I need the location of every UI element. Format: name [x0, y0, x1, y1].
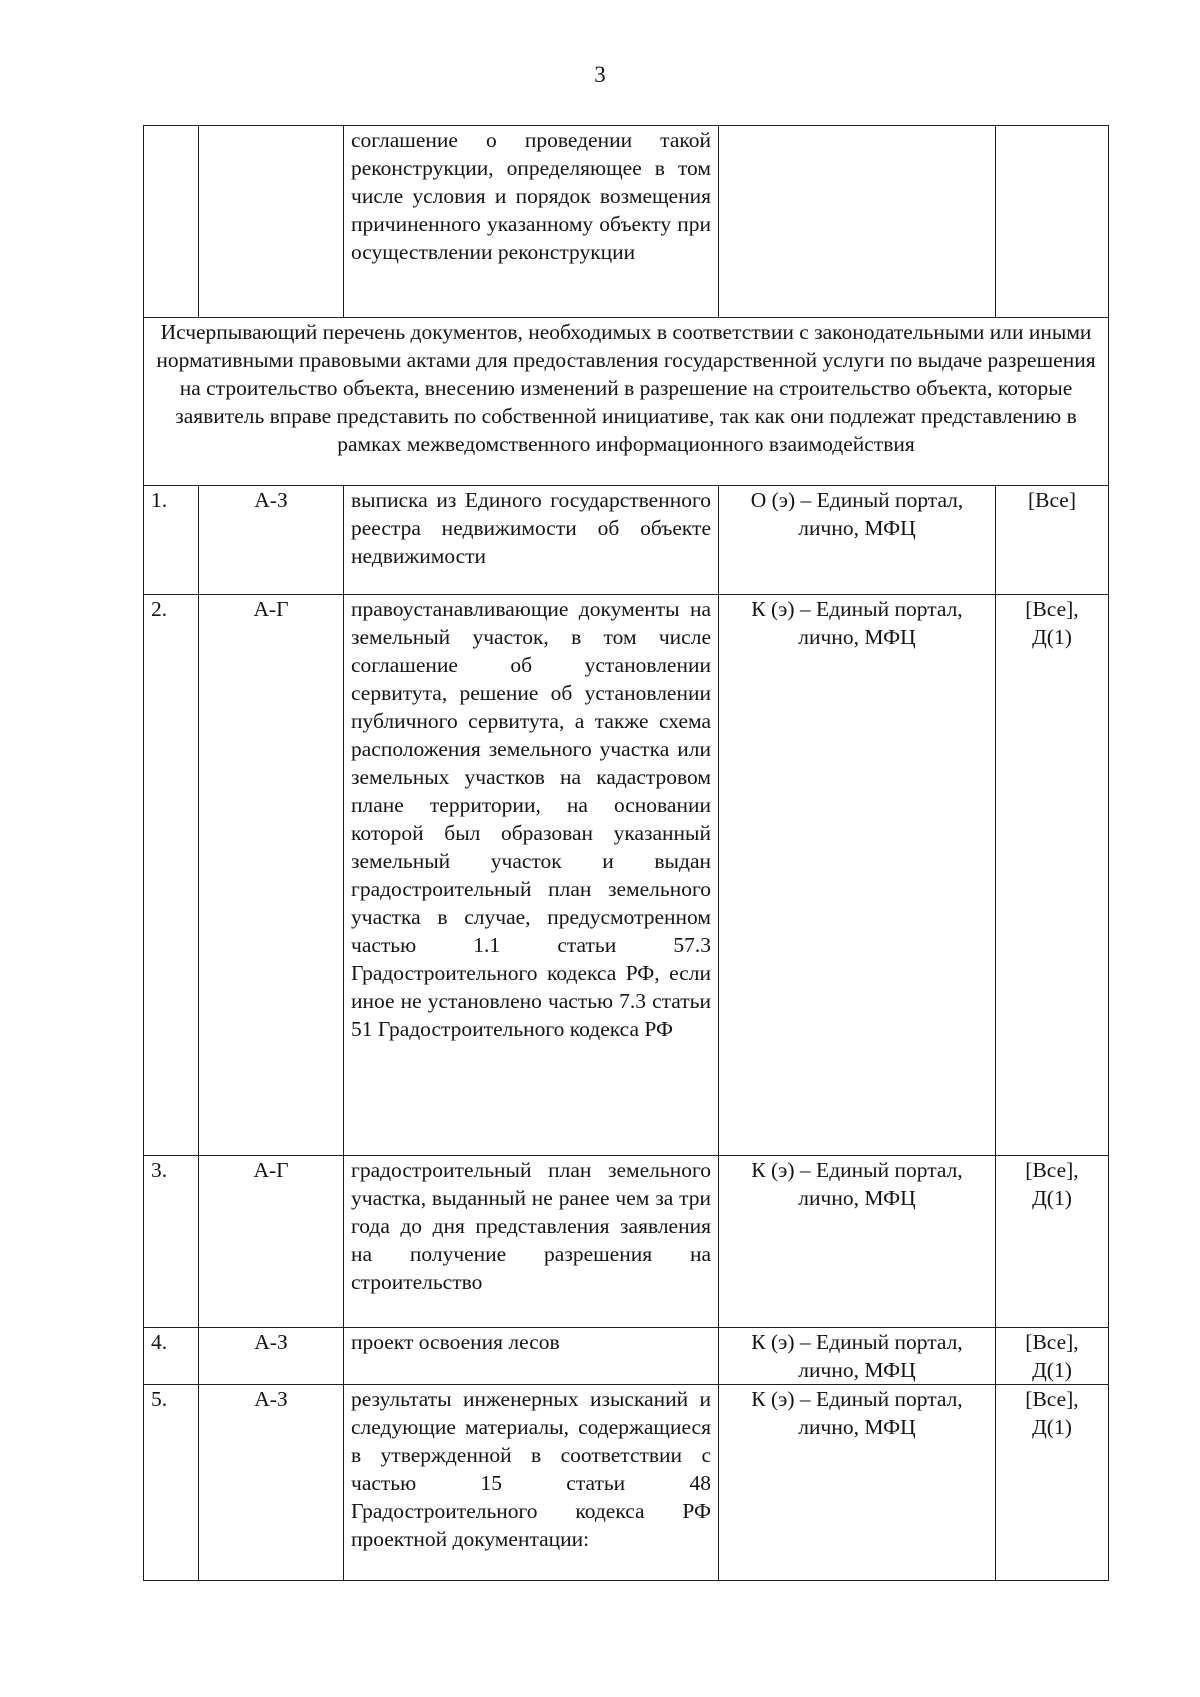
row-number-cell: [144, 126, 199, 318]
row-description-cell: правоустанавливающие документы на земельный участок, в том числе соглашение об установлении сервитута, решение об установлении публичного сервитута, а также схема расположения земельного участка или земельных участков на кадастровом плане территории, на основании которой был образован указанный земельный участок и выдан градостроительный план земельного участка в случае, предусмотренном частью 1.1 статьи 57.3 Градостроительного кодекса РФ, если иное не установлено частью 7.3 статьи 51 Градостроительного кодекса РФ: [344, 595, 719, 1156]
table-row-continuation: [144, 126, 1109, 318]
row-description-cell: проект освоения лесов: [344, 1328, 719, 1385]
section-header: Исчерпывающий перечень документов, необходимых в соответствии с законодательными или иными нормативными правовыми актами для предоставления государственной услуги по выдаче разрешения на строительство объекта, внесению изменений в разрешение на строительство объекта, которые заявитель вправе представить по собственной инициативе, так как они подлежат представлению в рамках межведомственного информационного взаимодействия: [144, 318, 1109, 486]
row-code-cell: [199, 126, 344, 318]
row-code-cell: А-Г: [199, 1156, 344, 1328]
row-form-cell: К (э) – Единый портал, лично, МФЦ: [719, 1328, 996, 1385]
row-category-cell: [996, 126, 1109, 318]
table-row: [144, 1328, 1109, 1385]
row-category-cell: [Все], Д(1): [996, 1385, 1109, 1581]
table-row: [144, 595, 1109, 1156]
row-code-cell: А-З: [199, 1385, 344, 1581]
row-form-cell: К (э) – Единый портал, лично, МФЦ: [719, 1385, 996, 1581]
row-description-cell: выписка из Единого государственного реестра недвижимости об объекте недвижимости: [344, 486, 719, 595]
documents-table: [143, 125, 1109, 1581]
row-number-cell: 4.: [144, 1328, 199, 1385]
page-number: 3: [594, 62, 606, 87]
row-number-cell: 5.: [144, 1385, 199, 1581]
table-row: [144, 1385, 1109, 1581]
table-row: [144, 1156, 1109, 1328]
row-description-cell: соглашение о проведении такой реконструкции, определяющее в том числе условия и порядок возмещения причиненного указанному объекту при осуществлении реконструкции: [344, 126, 719, 318]
row-form-cell: К (э) – Единый портал, лично, МФЦ: [719, 1156, 996, 1328]
row-code-cell: А-Г: [199, 595, 344, 1156]
section-header-row: [144, 318, 1109, 486]
row-code-cell: А-З: [199, 486, 344, 595]
row-code-cell: А-З: [199, 1328, 344, 1385]
row-number-cell: 1.: [144, 486, 199, 595]
table-row: [144, 486, 1109, 595]
row-category-cell: [Все], Д(1): [996, 1156, 1109, 1328]
row-form-cell: О (э) – Единый портал, лично, МФЦ: [719, 486, 996, 595]
row-form-cell: [719, 126, 996, 318]
row-description-cell: градостроительный план земельного участка, выданный не ранее чем за три года до дня представления заявления на получение разрешения на строительство: [344, 1156, 719, 1328]
row-category-cell: [Все], Д(1): [996, 1328, 1109, 1385]
row-category-cell: [Все]: [996, 486, 1109, 595]
row-category-cell: [Все], Д(1): [996, 595, 1109, 1156]
row-number-cell: 2.: [144, 595, 199, 1156]
row-number-cell: 3.: [144, 1156, 199, 1328]
row-form-cell: К (э) – Единый портал, лично, МФЦ: [719, 595, 996, 1156]
row-description-cell: результаты инженерных изысканий и следующие материалы, содержащиеся в утвержденной в соответствии с частью 15 статьи 48 Градостроительного кодекса РФ проектной документации:: [344, 1385, 719, 1581]
